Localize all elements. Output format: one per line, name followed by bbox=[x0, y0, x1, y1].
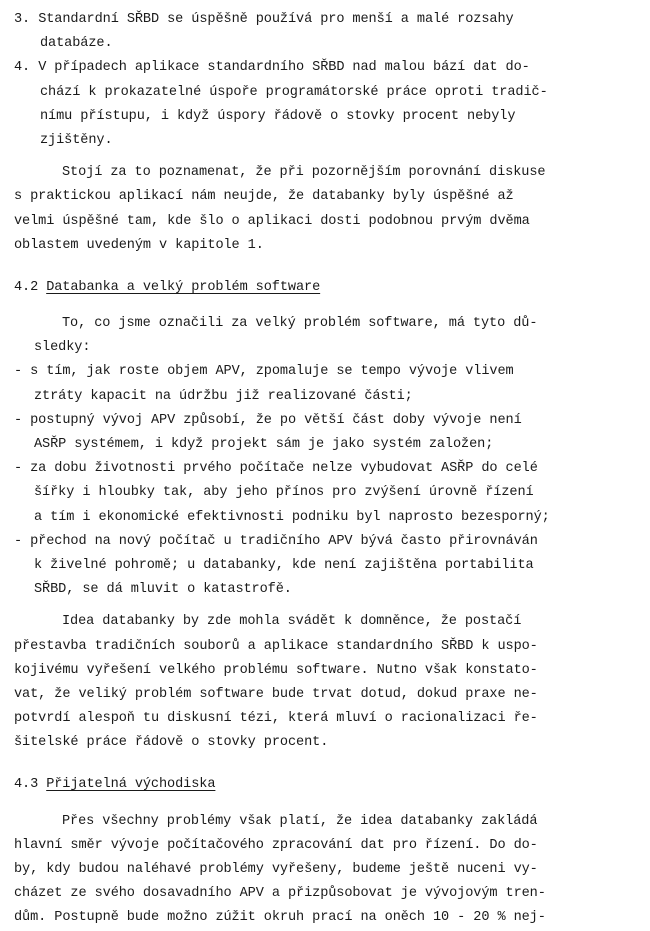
paragraph bbox=[14, 161, 644, 258]
text-line: Stojí za to poznamenat, že při pozornějším porovnání diskuse bbox=[62, 165, 546, 181]
section-heading bbox=[14, 276, 644, 300]
text-line: vat, že veliký problém software bude trvat dotud, dokud praxe ne- bbox=[14, 686, 538, 702]
text-line: hlavní směr vývoje počítačového zpracování dat pro řízení. Do do- bbox=[14, 837, 538, 853]
section-title: Databanka a velký problém software bbox=[46, 279, 321, 295]
text-line: ztráty kapacit na údržbu již realizované části; bbox=[34, 388, 413, 404]
text-line: 4. V případech aplikace standardního SŘBD nad malou bází dat do- bbox=[14, 60, 530, 76]
list-item bbox=[14, 530, 644, 603]
section-number: 4.2 bbox=[14, 279, 39, 295]
text-line: - za dobu životnosti prvého počítače nelze vybudovat ASŘP do celé bbox=[14, 461, 538, 477]
text-line: To, co jsme označili za velký problém software, má tyto dů- bbox=[62, 316, 538, 332]
list-item bbox=[14, 8, 644, 56]
numbered-list bbox=[14, 8, 644, 153]
bullet-dash: - bbox=[14, 364, 23, 380]
bullet-dash: - bbox=[14, 412, 23, 428]
text-line: a tím i ekonomické efektivnosti podniku byl naprosto bezesporný; bbox=[34, 509, 550, 525]
text-line: nímu přístupu, i když úspory řádově o stovky procent nebyly bbox=[40, 108, 516, 124]
paragraph bbox=[14, 312, 644, 360]
text-line: kojivému vyřešení velkého problému software. Nutno však konstato- bbox=[14, 662, 538, 678]
text-line: SŘBD, se dá mluvit o katastrofě. bbox=[34, 582, 292, 598]
list-item bbox=[14, 56, 644, 153]
list-item bbox=[14, 457, 644, 530]
text-line: velmi úspěšné tam, kde šlo o aplikaci dosti podobnou prvým dvěma bbox=[14, 213, 530, 229]
section-number: 4.3 bbox=[14, 777, 39, 793]
text-line: cházet ze svého dosavadního APV a přizpůsobovat je vývojovým tren- bbox=[14, 886, 546, 902]
text-line: - postupný vývoj APV způsobí, že po větší část doby vývoje není bbox=[14, 412, 522, 428]
text-line: k živelné pohromě; u databanky, kde není zajištěna portabilita bbox=[34, 557, 534, 573]
text-line: dům. Postupně bude možno zúžit okruh prací na oněch 10 - 20 % nej- bbox=[14, 910, 546, 926]
text-line: s praktickou aplikací nám neujde, že databanky byly úspěšné až bbox=[14, 189, 514, 205]
text-line: přestavba tradičních souborů a aplikace standardního SŘBD k uspo- bbox=[14, 638, 538, 654]
section-heading bbox=[14, 773, 644, 797]
text-line: šířky i hloubky tak, aby jeho přínos pro zvýšení úrovně řízení bbox=[34, 485, 534, 501]
text-line: 3. Standardní SŘBD se úspěšně používá pro menší a malé rozsahy bbox=[14, 12, 514, 27]
bullet-dash: - bbox=[14, 533, 23, 549]
list-item bbox=[14, 360, 644, 408]
text-line: databáze. bbox=[40, 36, 113, 52]
list-item bbox=[14, 409, 644, 457]
text-line: by, kdy budou naléhavé problémy vyřešeny, budeme ještě nuceni vy- bbox=[14, 862, 538, 877]
text-line: Idea databanky by zde mohla svádět k domněnce, že postačí bbox=[62, 614, 522, 630]
paragraph bbox=[14, 610, 644, 755]
text-line: zjištěny. bbox=[40, 132, 113, 148]
list-marker: 3. bbox=[14, 12, 31, 27]
text-line: potvrdí alespoň tu diskusní tézi, která mluví o racionalizaci ře- bbox=[14, 711, 538, 727]
paragraph bbox=[14, 810, 644, 931]
text-line: - přechod na nový počítač u tradičního APV bývá často přirovnáván bbox=[14, 533, 538, 549]
text-line: sledky: bbox=[34, 340, 91, 356]
section-title: Přijatelná východiska bbox=[46, 777, 216, 793]
text-line: ASŘP systémem, i když projekt sám je jako systém založen; bbox=[34, 437, 494, 452]
text-line: Přes všechny problémy však platí, že idea databanky zakládá bbox=[62, 813, 538, 829]
bullet-dash: - bbox=[14, 461, 23, 477]
text-line: chází k prokazatelné úspoře programátorské práce oproti tradič- bbox=[40, 84, 548, 100]
text-line: šitelské práce řádově o stovky procent. bbox=[14, 735, 329, 751]
text-line: - s tím, jak roste objem APV, zpomaluje se tempo vývoje vlivem bbox=[14, 364, 514, 380]
list-marker: 4. bbox=[14, 60, 31, 76]
bullet-list bbox=[14, 360, 644, 602]
text-line: oblastem uvedeným v kapitole 1. bbox=[14, 237, 264, 253]
